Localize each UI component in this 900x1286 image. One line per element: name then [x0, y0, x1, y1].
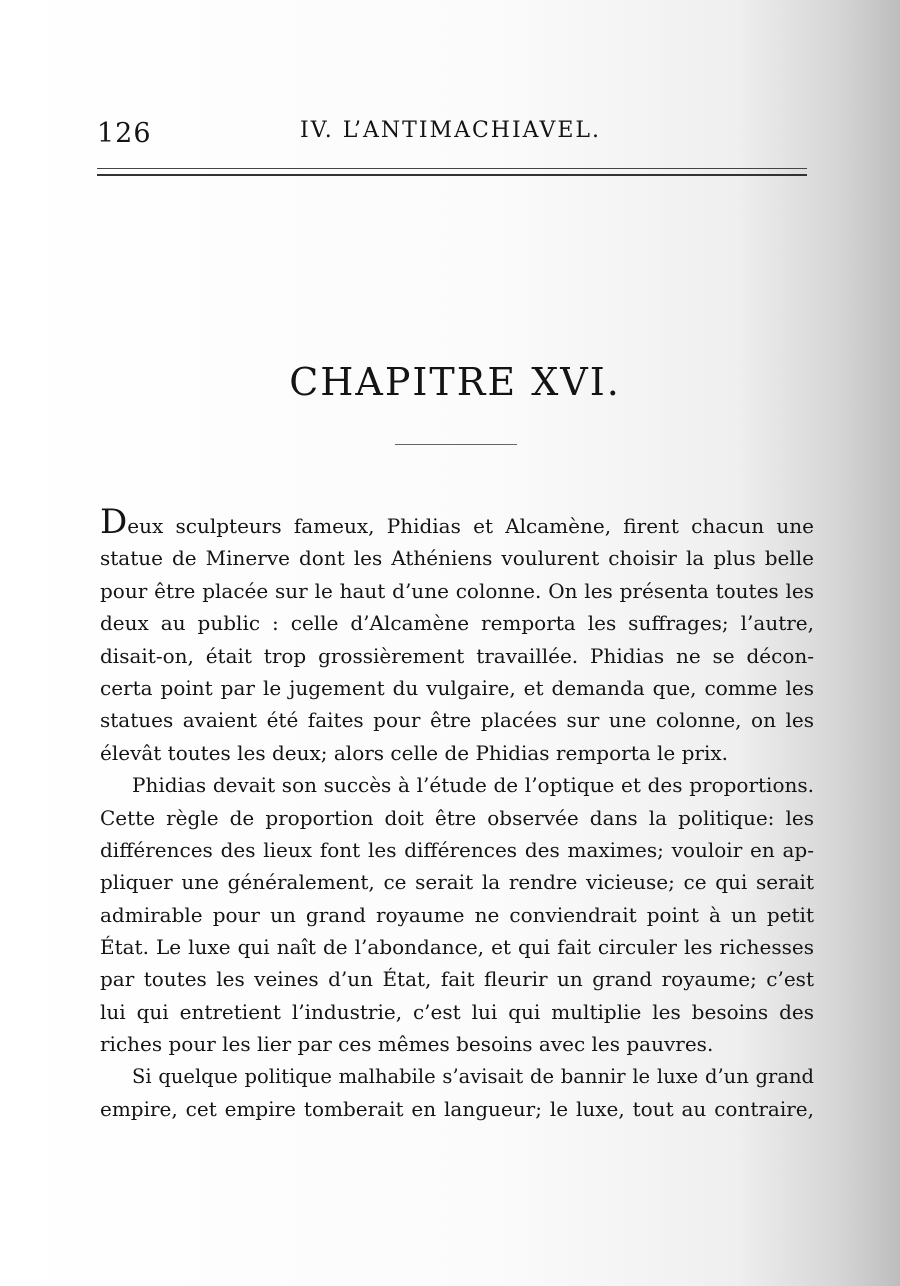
body-text	[100, 502, 814, 1125]
chapter-title: CHAPITRE XVI.	[289, 360, 621, 404]
header-rule-thick	[97, 174, 807, 176]
paragraph-line: riches pour les lier par ces mêmes besoins avec les pauvres.	[100, 1032, 714, 1057]
paragraph-line: lui qui entretient l’industrie, c’est lui qui multiplie les besoins des	[100, 999, 814, 1024]
paragraph-line: certa point par le jugement du vulgaire, et demanda que, comme les	[100, 675, 814, 700]
paragraph-line: Si quelque politique malhabile s’avisait de bannir le luxe d’un grand	[132, 1064, 814, 1088]
paragraph-line: disait-on, était trop grossièrement travaillée. Phidias ne se décon-	[100, 643, 814, 668]
paragraph-line: différences des lieux font les différences des maximes; vouloir en ap-	[100, 837, 814, 862]
paragraph-line: Cette règle de proportion doit être observée dans la politique: les	[100, 805, 814, 830]
paragraph-line: par toutes les veines d’un État, fait fleurir un grand royaume; c’est	[100, 967, 814, 992]
running-head: IV. L’ANTIMACHIAVEL.	[300, 118, 602, 143]
paragraph-line: admirable pour un grand royaume ne conviendrait point à un petit	[100, 902, 814, 927]
paragraph-line: empire, cet empire tomberait en langueur; le luxe, tout au contraire,	[100, 1097, 814, 1122]
drop-letter: D	[100, 502, 128, 542]
chapter-divider	[395, 444, 517, 445]
paragraph-line: pliquer une généralement, ce serait la rendre vicieuse; ce qui serait	[100, 870, 814, 895]
paragraph-line: Phidias devait son succès à l’étude de l’optique et des proportions.	[132, 773, 814, 798]
header-rule-thin	[97, 168, 807, 169]
page-number: 126	[97, 118, 152, 149]
paragraph-line: statues avaient été faites pour être placées sur une colonne, on les	[100, 708, 814, 733]
paragraph-line: État. Le luxe qui naît de l’abondance, et qui fait circuler les richesses	[100, 935, 814, 960]
paragraph-line: deux au public : celle d’Alcamène remporta les suffrages; l’autre,	[100, 611, 814, 636]
paragraph-line: statue de Minerve dont les Athéniens voulurent choisir la plus belle	[100, 546, 814, 571]
paragraph-line: Deux sculpteurs fameux, Phidias et Alcamène, firent chacun une	[100, 502, 814, 542]
paragraph-line: élevât toutes les deux; alors celle de Phidias remporta le prix.	[100, 740, 728, 765]
paragraph-line: pour être placée sur le haut d’une colonne. On les présenta toutes les	[100, 578, 814, 603]
